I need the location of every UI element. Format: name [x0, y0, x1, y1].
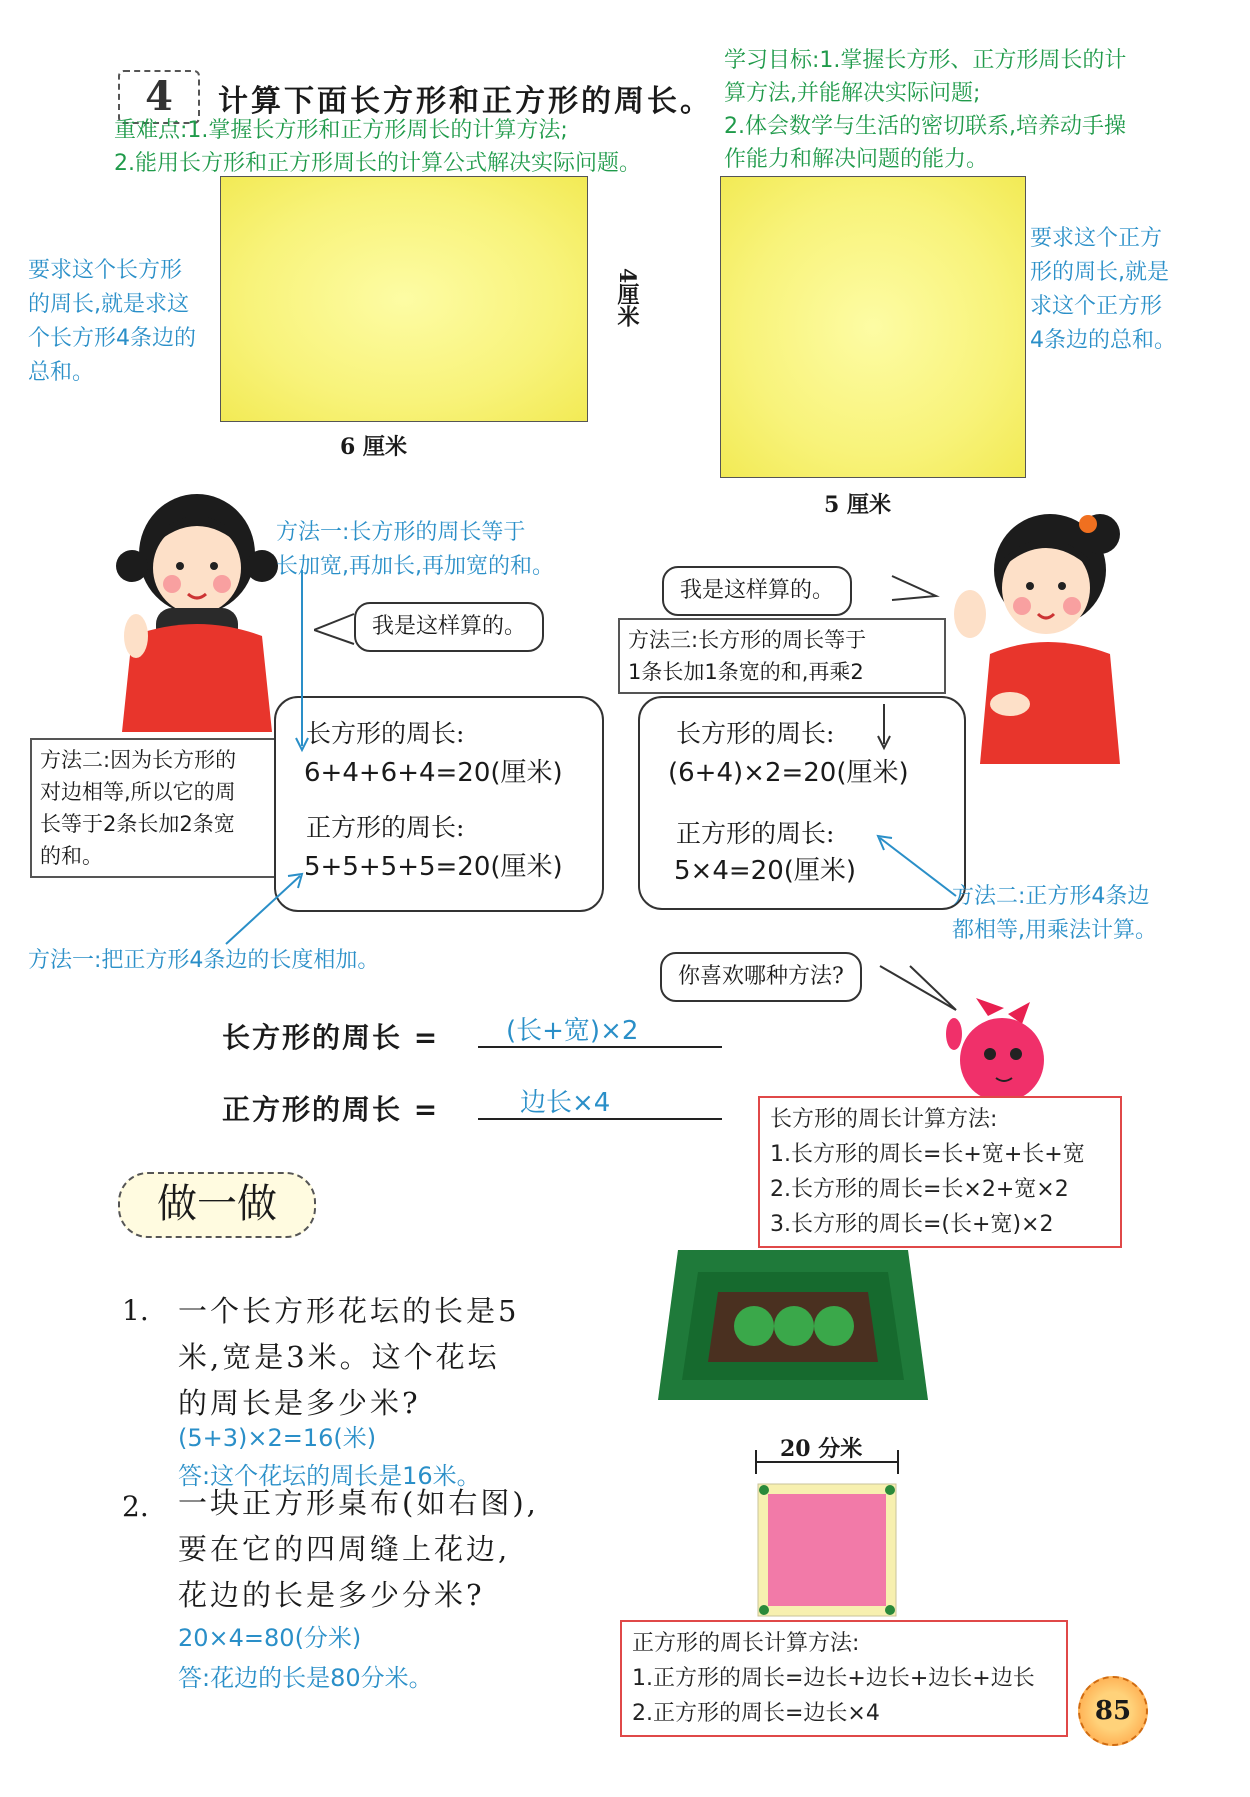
note-line: 要求这个正方: [1030, 226, 1163, 251]
note-line: 形的周长,就是: [1030, 260, 1169, 285]
goal-line: 作能力和解决问题的能力。: [724, 147, 989, 172]
box-line: 正方形的周长计算方法:: [632, 1631, 860, 1656]
rect-perimeter-label: 长方形的周长:: [306, 719, 465, 748]
question-line: 要在它的四周缝上花边,: [178, 1532, 511, 1566]
pink-mascot-illustration: [938, 998, 1066, 1106]
question-2-number: 2.: [122, 1490, 149, 1523]
method2-square-note: [952, 880, 1202, 948]
goal-line: 学习目标:1.掌握长方形、正方形周长的计: [724, 48, 1127, 73]
box-line: 长方形的周长计算方法:: [770, 1107, 998, 1132]
goal-line: 2.体会数学与生活的密切联系,培养动手操: [724, 114, 1126, 139]
question-2-work: 20×4=80(分米): [178, 1624, 362, 1652]
note-line: 长等于2条长加2条宽: [40, 812, 235, 836]
note-line: 求这个正方形: [1030, 294, 1163, 319]
square-perimeter-equation: 5+5+5+5=20(厘米): [304, 852, 563, 882]
box-line: 1.长方形的周长=长+宽+长+宽: [770, 1142, 1085, 1167]
speech-bubble-left: 我是这样算的。: [354, 602, 544, 652]
lesson-title: 计算下面长方形和正方形的周长。: [218, 84, 713, 119]
lesson-number: 4: [118, 70, 200, 124]
square-methods-box: [620, 1620, 1068, 1737]
note-line: 方法二:正方形4条边: [952, 884, 1150, 909]
question-1-work: (5+3)×2=16(米): [178, 1424, 377, 1452]
note-line: 总和。: [28, 360, 95, 385]
rect-perimeter-equation: 6+4+6+4=20(厘米): [304, 758, 563, 788]
question-line: 一个长方形花坛的长是5: [178, 1294, 520, 1328]
rect-height-label: 4厘米: [614, 268, 640, 328]
note-line: 对边相等,所以它的周: [40, 780, 236, 804]
rect-methods-box: [758, 1096, 1122, 1248]
practice-heading: 做一做: [118, 1172, 316, 1238]
square-perimeter-label: 正方形的周长:: [676, 819, 835, 848]
box-line: 3.长方形的周长=(长+宽)×2: [770, 1212, 1054, 1237]
question-line: 米,宽是3米。这个花坛: [178, 1340, 500, 1374]
goal-line: 算方法,并能解决实际问题;: [724, 81, 981, 106]
square-perimeter-equation: 5×4=20(厘米): [674, 856, 857, 886]
square-formula-label: 正方形的周长 =: [222, 1093, 440, 1126]
question-line: 一块正方形桌布(如右图),: [178, 1486, 539, 1520]
note-line: 方法一:长方形的周长等于: [276, 520, 526, 545]
question-1-answer: 答:这个花坛的周长是16米。: [178, 1462, 481, 1490]
key-point-line: 重难点:1.掌握长方形和正方形周长的计算方法;: [114, 118, 568, 143]
box-line: 2.长方形的周长=长×2+宽×2: [770, 1177, 1069, 1202]
box-line: 2.正方形的周长=边长×4: [632, 1701, 880, 1726]
rect-formula-answer: (长+宽)×2: [506, 1016, 639, 1046]
note-line: 个长方形4条边的: [28, 326, 196, 351]
rect-width-label: 6 厘米: [340, 434, 407, 460]
page-number: 85: [1078, 1676, 1148, 1746]
note-line: 4条边的总和。: [1030, 328, 1176, 353]
tablecloth-size-label: 20 分米: [780, 1436, 863, 1462]
method1-square-note: 方法一:把正方形4条边的长度相加。: [28, 948, 380, 973]
box-line: 1.正方形的周长=边长+边长+边长+边长: [632, 1666, 1035, 1691]
tablecloth-illustration: [752, 1448, 902, 1618]
rect-perimeter-label: 长方形的周长:: [676, 719, 835, 748]
key-point-line: 2.能用长方形和正方形周长的计算公式解决实际问题。: [114, 151, 641, 176]
square-formula-answer: 边长×4: [520, 1088, 611, 1118]
note-line: 方法三:长方形的周长等于: [628, 628, 867, 652]
question-line: 花边的长是多少分米?: [178, 1578, 485, 1612]
note-line: 1条长加1条宽的和,再乘2: [628, 660, 864, 684]
square-perimeter-label: 正方形的周长:: [306, 813, 465, 842]
rect-perimeter-equation: (6+4)×2=20(厘米): [668, 758, 909, 788]
rect-formula-label: 长方形的周长 =: [222, 1021, 440, 1054]
question-1-number: 1.: [122, 1294, 149, 1327]
note-line: 的周长,就是求这: [28, 292, 189, 317]
note-line: 方法二:因为长方形的: [40, 748, 237, 772]
flower-bed-illustration: [658, 1250, 928, 1400]
question-2-answer: 答:花边的长是80分米。: [178, 1664, 433, 1692]
speech-bubble-question: 你喜欢哪种方法?: [660, 952, 862, 1002]
note-line: 都相等,用乘法计算。: [952, 918, 1157, 943]
question-1-text: [178, 1288, 618, 1426]
note-line: 长加宽,再加长,再加宽的和。: [276, 554, 554, 579]
question-line: 的周长是多少米?: [178, 1386, 421, 1420]
speech-bubble-right: 我是这样算的。: [662, 566, 852, 616]
square-side-label: 5 厘米: [824, 492, 891, 518]
note-line: 要求这个长方形: [28, 258, 183, 283]
note-line: 的和。: [40, 844, 103, 868]
question-2-text: [178, 1480, 638, 1618]
